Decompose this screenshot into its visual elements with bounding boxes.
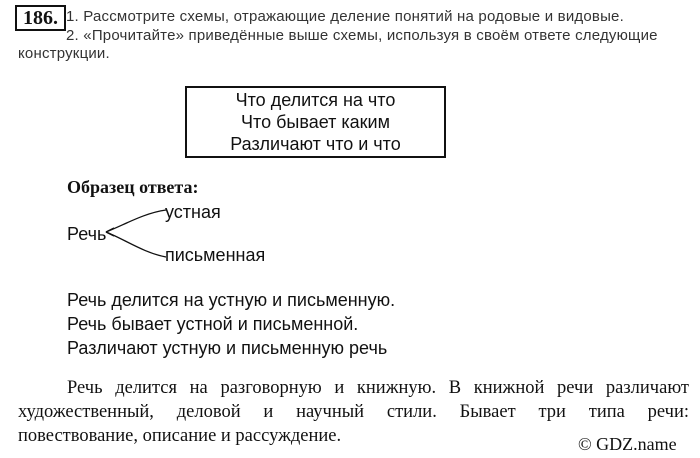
sample-sentence-1: Речь делится на устную и письменную. — [67, 290, 396, 310]
sample-sentence-2: Речь бывает устной и письменной. — [67, 314, 359, 334]
scheme-branch-top: устная — [165, 202, 221, 222]
answer-line-2: художественный, деловой и научный стили. Бывает три типа речи: — [18, 402, 689, 422]
construction-2: Что бывает каким — [241, 112, 390, 132]
task-2-text-line2: конструкции. — [18, 45, 110, 62]
sample-sentence-3: Различают устную и письменную речь — [67, 338, 388, 358]
scheme-branch-bottom: письменная — [165, 245, 266, 265]
scheme-root: Речь — [67, 224, 107, 244]
construction-1: Что делится на что — [235, 90, 396, 110]
sample-heading: Образец ответа: — [67, 177, 199, 197]
task-2-text-line1: 2. «Прочитайте» приведённые выше схемы, используя в своём ответе следующие — [66, 27, 658, 44]
watermark: © GDZ.name — [578, 434, 677, 454]
exercise-number: 186. — [15, 5, 66, 31]
task-1-text: 1. Рассмотрите схемы, отражающие деление понятий на родовые и видовые. — [66, 8, 624, 25]
scheme-branch-lines — [104, 205, 174, 265]
answer-line-3: повествование, описание и рассуждение. — [18, 426, 342, 446]
constructions-frame — [185, 86, 446, 158]
answer-line-1: Речь делится на разговорную и книжную. В книжной речи различают — [67, 378, 689, 398]
construction-3: Различают что и что — [230, 134, 401, 154]
